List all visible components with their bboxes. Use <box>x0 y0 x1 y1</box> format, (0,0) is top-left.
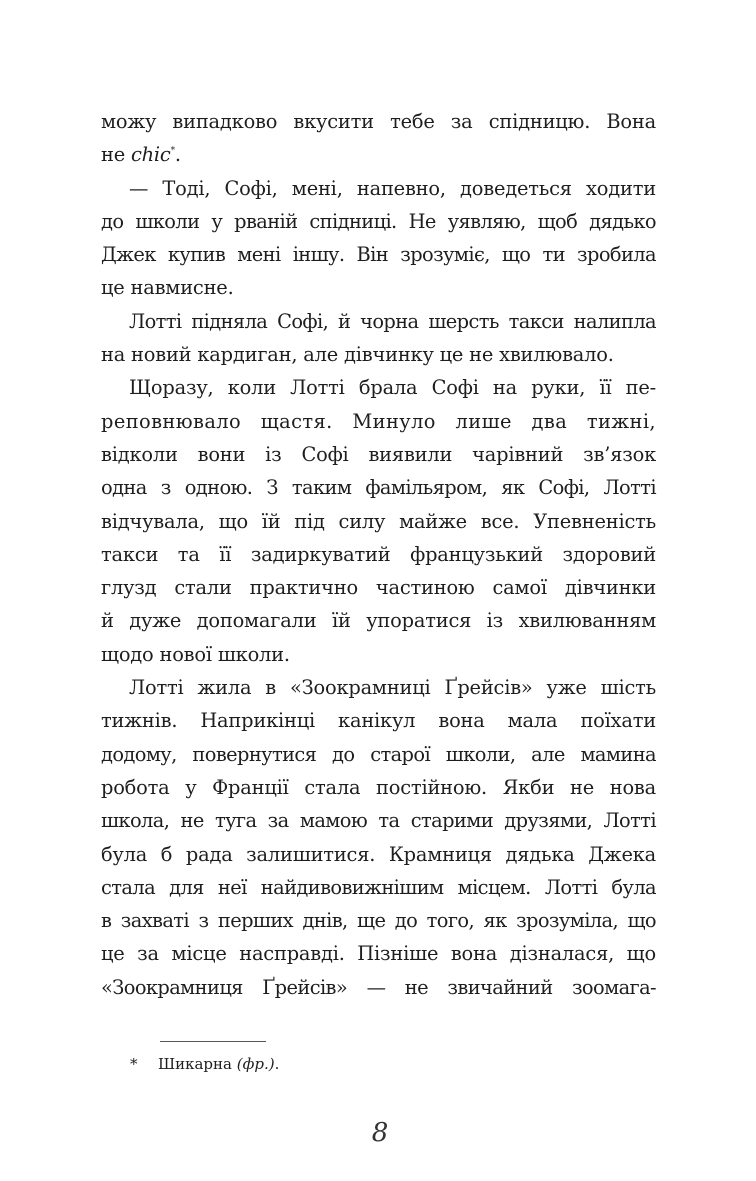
text-line: можу випадково вкусити тебе за спідницю. Вона <box>101 110 656 133</box>
text-line: такси та її задиркуватий французький здоровий <box>101 542 656 566</box>
footnote-mark: * <box>130 1055 138 1073</box>
text-line: була б рада залишитися. Крамниця дядька Джека <box>101 842 656 866</box>
text-line: тижнів. Наприкінці канікул вона мала поїхати <box>101 709 656 733</box>
text-line: робота у Франції стала постійною. Якби не нова <box>101 775 656 799</box>
footnote <box>130 1053 279 1075</box>
text-line <box>101 138 656 171</box>
text-line: відколи вони із Софі виявили чарівний зв’язок <box>101 442 656 466</box>
text-line: одна з одною. З таким фамільяром, як Софі, Лотті <box>101 476 656 500</box>
text-line: стала для неї найдивовижнішим місцем. Лотті була <box>101 875 656 899</box>
text-line: й дуже допомагали їй упоратися із хвилюванням <box>101 609 656 633</box>
text-line: «Зоокрамниця Ґрейсів» — не звичайний зоомага- <box>101 975 656 999</box>
text-line: це за місце насправді. Пізніше вона дізналася, що <box>101 942 656 966</box>
text-line: до школи у рваній спідниці. Не уявляю, щоб дядько <box>101 209 656 233</box>
text-fragment: . <box>174 143 181 167</box>
text-line: глузд стали практично частиною самої дівчинки <box>101 576 656 600</box>
text-line: школа, не туга за мамою та старими друзями, Лотті <box>101 809 656 833</box>
text-line: щодо нової школи. <box>101 642 290 666</box>
body-text <box>101 105 656 1004</box>
footnote-text: Шикарна <box>158 1055 237 1073</box>
text-line: Джек купив мені іншу. Він зрозуміє, що ти зробила <box>101 243 656 267</box>
text-line: Лотті підняла Софі, й чорна шерсть такси налипла <box>129 309 656 333</box>
footnote-source: (фр.) <box>236 1055 275 1073</box>
text-line: реповнювало щастя. Минуло лише два тижні, <box>101 409 656 433</box>
text-line: це навмисне. <box>101 276 234 300</box>
foreign-word: chic <box>130 143 171 167</box>
footnote-divider <box>160 1041 266 1042</box>
text-line: Лотті жила в «Зоокрамниці Ґрейсів» уже шість <box>129 676 656 700</box>
text-line: відчувала, що їй під силу майже все. Упевненість <box>101 509 656 533</box>
text-line: додому, повернутися до старої школи, але мамина <box>101 742 656 766</box>
text-line: на новий кардиган, але дівчинку це не хвилювало. <box>101 343 614 367</box>
footnote-reference: * <box>170 146 175 157</box>
text-line: Щоразу, коли Лотті брала Софі на руки, її пе- <box>129 376 656 400</box>
page-number: 8 <box>371 1118 389 1148</box>
text-line: в захваті з перших днів, ще до того, як зрозуміла, що <box>101 909 656 933</box>
text-line: — Тоді, Софі, мені, напевно, доведеться ходити <box>129 176 656 200</box>
footnote-end: . <box>274 1055 280 1073</box>
text-fragment: не <box>101 143 131 167</box>
